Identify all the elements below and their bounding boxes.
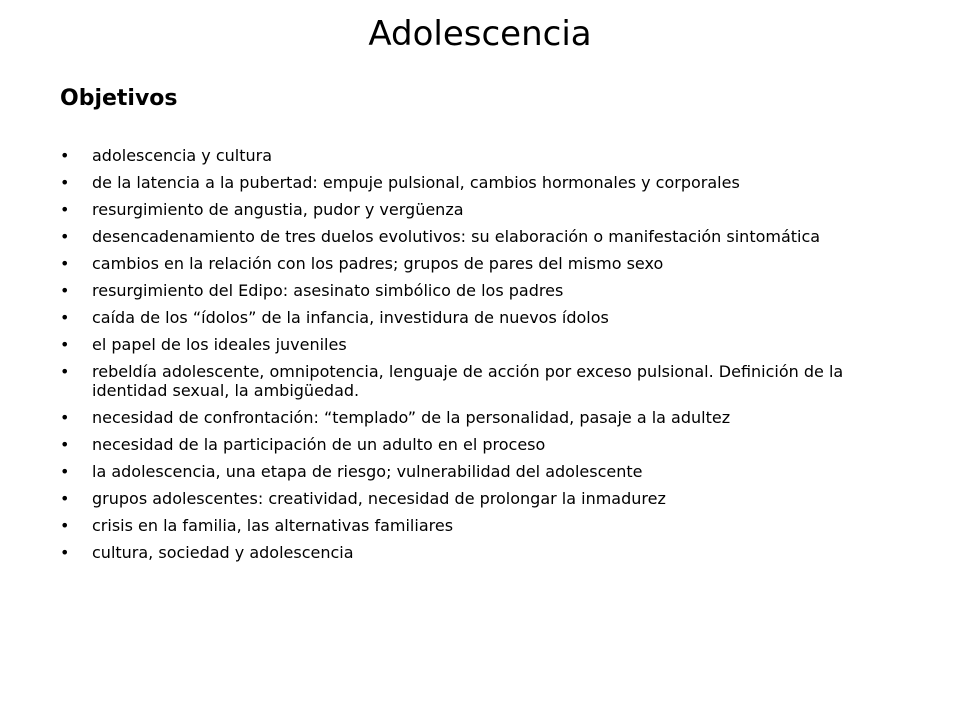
bullet-icon: • [60, 462, 70, 481]
bullet-icon: • [60, 173, 70, 192]
list-item-text: necesidad de la participación de un adulto en el proceso [92, 435, 546, 454]
list-item [60, 173, 920, 192]
list-item-text: cultura, sociedad y adolescencia [92, 543, 354, 562]
list-item [60, 281, 920, 300]
bullet-icon: • [60, 200, 70, 219]
list-item-text: caída de los “ídolos” de la infancia, investidura de nuevos ídolos [92, 308, 609, 327]
list-item [60, 489, 920, 508]
list-item-text: desencadenamiento de tres duelos evolutivos: su elaboración o manifestación sintomática [92, 227, 821, 246]
bullet-icon: • [60, 281, 70, 300]
bullet-icon: • [60, 516, 70, 535]
list-item [60, 543, 920, 562]
list-item [60, 308, 920, 327]
bullet-icon: • [60, 362, 70, 381]
bullet-icon: • [60, 308, 70, 327]
list-item-text: rebeldía adolescente, omnipotencia, lenguaje de acción por exceso pulsional. Definición de la identidad sexual, la ambigüedad. [92, 362, 844, 400]
list-item-text: el papel de los ideales juveniles [92, 335, 347, 354]
list-item [60, 335, 920, 354]
list-item-text: resurgimiento de angustia, pudor y vergüenza [92, 200, 464, 219]
list-item [60, 408, 920, 427]
slide-title: Adolescencia [368, 14, 592, 54]
list-item [60, 254, 920, 273]
bullet-list [60, 146, 920, 570]
bullet-icon: • [60, 435, 70, 454]
bullet-icon: • [60, 408, 70, 427]
section-heading: Objetivos [60, 86, 178, 111]
list-item-text: de la latencia a la pubertad: empuje pulsional, cambios hormonales y corporales [92, 173, 740, 192]
list-item [60, 200, 920, 219]
list-item-text: crisis en la familia, las alternativas familiares [92, 516, 454, 535]
list-item [60, 362, 920, 400]
list-item-text: cambios en la relación con los padres; grupos de pares del mismo sexo [92, 254, 664, 273]
list-item [60, 227, 920, 246]
list-item [60, 516, 920, 535]
bullet-icon: • [60, 543, 70, 562]
bullet-icon: • [60, 254, 70, 273]
list-item [60, 462, 920, 481]
list-item [60, 146, 920, 165]
list-item-text: necesidad de confrontación: “templado” de la personalidad, pasaje a la adultez [92, 408, 731, 427]
bullet-icon: • [60, 335, 70, 354]
list-item-text: resurgimiento del Edipo: asesinato simbólico de los padres [92, 281, 564, 300]
bullet-icon: • [60, 146, 70, 165]
list-item-text: adolescencia y cultura [92, 146, 273, 165]
list-item-text: grupos adolescentes: creatividad, necesidad de prolongar la inmadurez [92, 489, 666, 508]
bullet-icon: • [60, 489, 70, 508]
bullet-icon: • [60, 227, 70, 246]
list-item [60, 435, 920, 454]
list-item-text: la adolescencia, una etapa de riesgo; vulnerabilidad del adolescente [92, 462, 643, 481]
